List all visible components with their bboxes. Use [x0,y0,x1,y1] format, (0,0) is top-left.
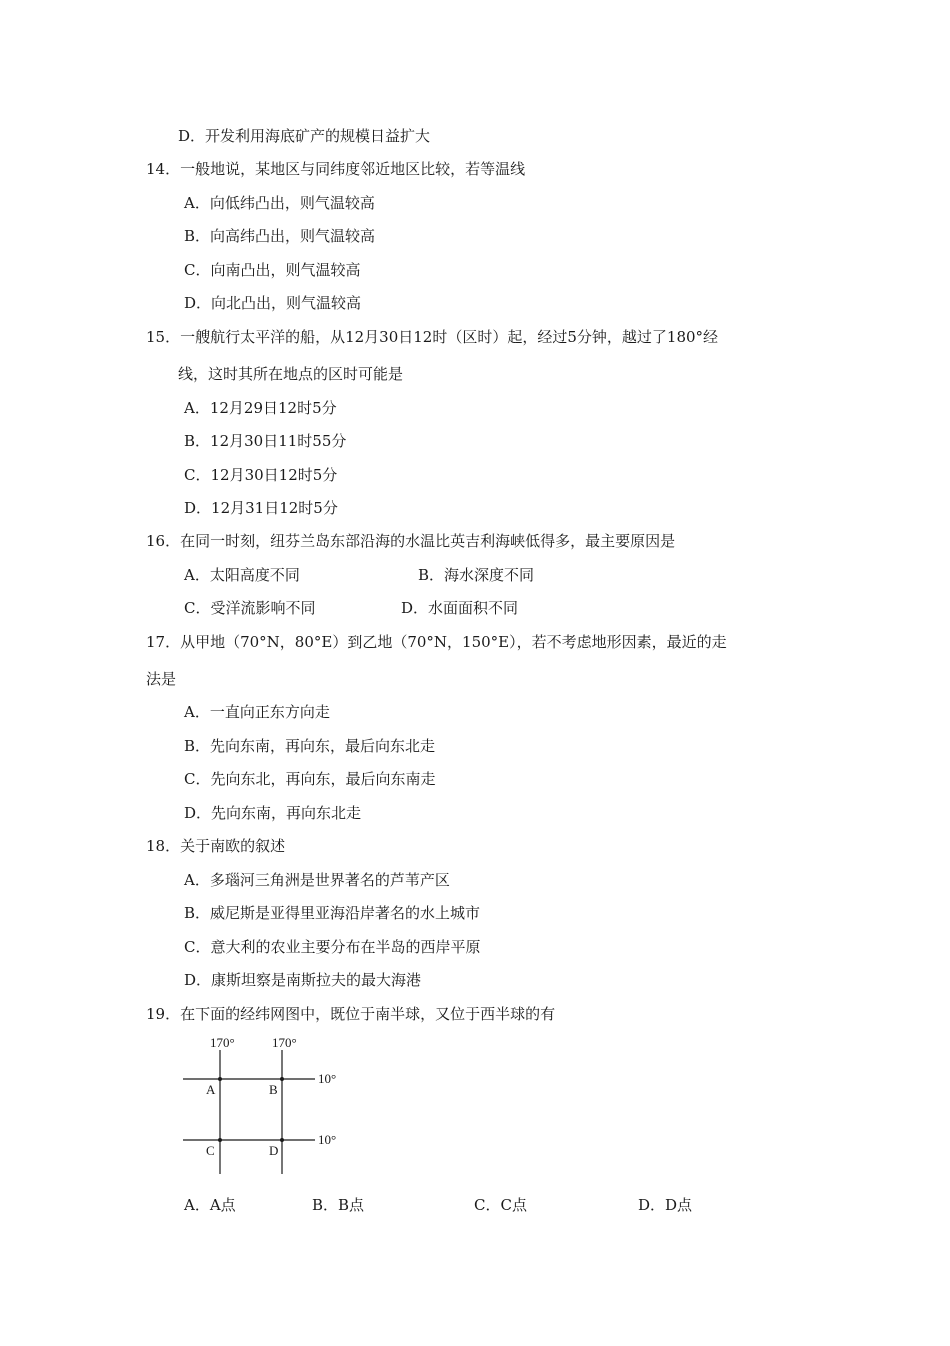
point-label-c: C [206,1143,215,1158]
question-16-stem: 16．在同一时刻，纽芬兰岛东部沿海的水温比英吉利海峡低得多，最主要原因是 [146,532,676,550]
question-18-option-c: C．意大利的农业主要分布在半岛的西岸平原 [184,938,481,956]
question-15-stem: 15．一艘航行太平洋的船，从12月30日12时（区时）起，经过5分钟，越过了180°经 [146,328,719,346]
point-d-marker [280,1138,284,1142]
latitude-label-top: 10° [318,1071,337,1086]
question-19-option-d: D．D点 [638,1196,693,1214]
question-16-option-c: C．受洋流影响不同 [184,599,316,617]
point-a-marker [218,1077,222,1081]
question-14-stem: 14．一般地说，某地区与同纬度邻近地区比较，若等温线 [146,160,526,178]
question-14-option-c: C．向南凸出，则气温较高 [184,261,361,279]
question-15-option-c: C．12月30日12时5分 [184,466,338,484]
question-17-option-d: D．先向东南，再向东北走 [184,804,362,822]
question-15-stem-continued: 线，这时其所在地点的区时可能是 [178,365,404,383]
question-18-option-d: D．康斯坦察是南斯拉夫的最大海港 [184,971,422,989]
question-15-option-a: A．12月29日12时5分 [184,399,337,417]
question-17-option-b: B．先向东南，再向东，最后向东北走 [184,737,436,755]
point-label-d: D [269,1143,279,1158]
latitude-label-bottom: 10° [318,1132,337,1147]
question-18-stem: 18．关于南欧的叙述 [146,837,286,855]
question-19-option-c: C．C点 [474,1196,527,1214]
question-19-option-a: A．A点 [184,1196,236,1214]
point-b-marker [280,1077,284,1081]
question-17-option-c: C．先向东北，再向东，最后向东南走 [184,770,436,788]
question-15-option-d: D．12月31日12时5分 [184,499,338,517]
point-label-b: B [269,1082,278,1097]
longitude-label-left: 170° [210,1035,235,1050]
question-14-option-b: B．向高纬凸出，则气温较高 [184,227,376,245]
question-14-option-a: A．向低纬凸出，则气温较高 [184,194,375,212]
question-16-option-b: B．海水深度不同 [418,566,535,584]
question-15-option-b: B．12月30日11时55分 [184,432,347,450]
question-18-option-b: B．威尼斯是亚得里亚海沿岸著名的水上城市 [184,904,481,922]
graticule-figure [178,1030,348,1180]
question-16-option-d: D．水面面积不同 [401,599,519,617]
question-17-stem-continued: 法是 [146,670,177,688]
point-c-marker [218,1138,222,1142]
option-d-q13: D．开发利用海底矿产的规模日益扩大 [178,127,431,145]
longitude-label-right: 170° [272,1035,297,1050]
question-14-option-d: D．向北凸出，则气温较高 [184,294,362,312]
question-18-option-a: A．多瑙河三角洲是世界著名的芦苇产区 [184,871,450,889]
question-19-option-b: B．B点 [312,1196,365,1214]
point-label-a: A [206,1082,216,1097]
question-17-stem: 17．从甲地（70°N，80°E）到乙地（70°N，150°E），若不考虑地形因素，最近的走 [146,633,727,651]
question-19-stem: 19．在下面的经纬网图中，既位于南半球，又位于西半球的有 [146,1005,556,1023]
question-16-option-a: A．太阳高度不同 [184,566,300,584]
question-17-option-a: A．一直向正东方向走 [184,703,330,721]
